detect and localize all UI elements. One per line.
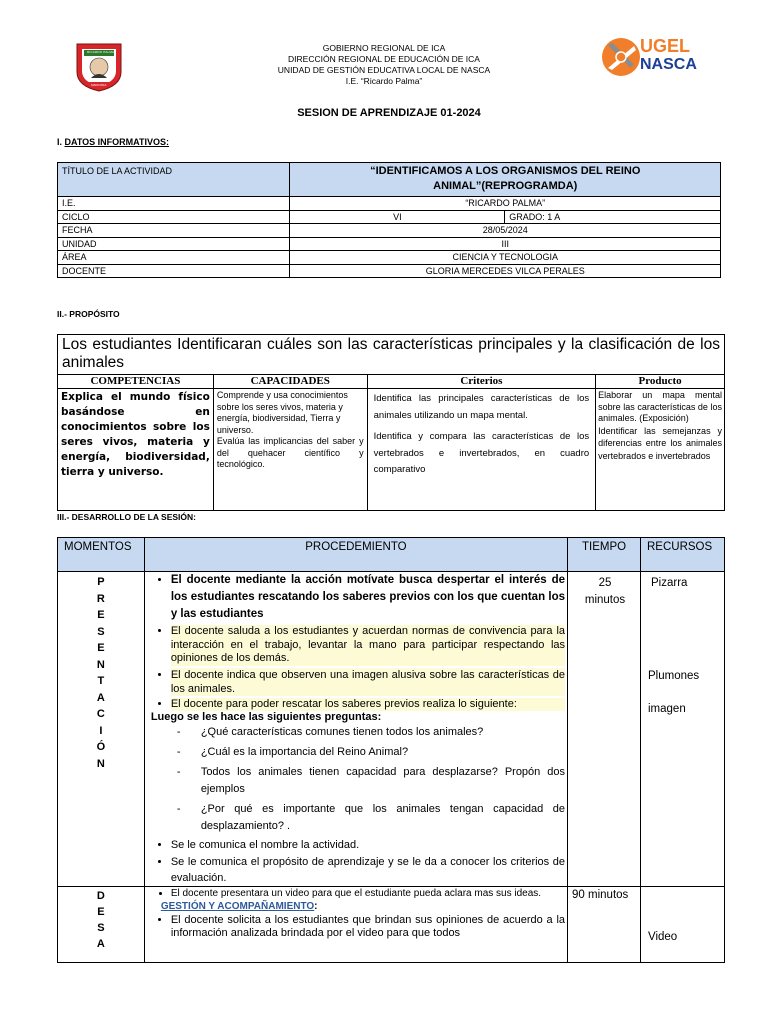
- header-tiempo: TIEMPO: [568, 538, 641, 572]
- pregunta: ¿Por qué es importante que los animales tengan capacidad de desplazamiento? .: [200, 802, 566, 832]
- header-momentos: MOMENTOS: [58, 538, 145, 572]
- header-line-4: I.E. “Ricardo Palma”: [345, 76, 423, 86]
- momento-letter: A: [96, 937, 105, 950]
- procedimiento-desarrollo: [144, 886, 567, 962]
- ie-value: “RICARDO PALMA”: [290, 197, 721, 211]
- recurso-video: Video: [648, 930, 678, 943]
- desarrollo-bullet: • El docente presentara un video para que el estudiante pueda aclara mas sus ideas.: [171, 887, 565, 900]
- criterio-1: Identifica las principales características de los animales utilizando un mapa mental.: [373, 393, 590, 421]
- recurso-pizarra: Pizarra: [651, 577, 688, 589]
- procedimiento-bullet: • El docente saluda a los estudiantes y acuerdan normas de convivencia para la interacción en el trabajo, levantar la mano para participar respectando las opiniones de los demás.: [171, 625, 565, 666]
- final-bullet: • Se le comunica el nombre la actividad.: [171, 837, 565, 854]
- pregunta: Todos los animales tienen capacidad para desplazarse? Propón dos ejemplos: [200, 765, 566, 795]
- recurso-imagen: imagen: [648, 703, 686, 715]
- section-1-number: I.: [57, 137, 65, 147]
- proposito-table: [57, 334, 725, 511]
- header-producto: Producto: [596, 375, 725, 389]
- procedimiento-bullet: • El docente para poder rescatar los saberes previos realiza lo siguiente:: [171, 698, 565, 711]
- momento-letter: T: [97, 675, 105, 687]
- producto-1: Elaborar un mapa mental sobre las características de los animales. (Exposición): [598, 390, 722, 423]
- momento-presentacion: [58, 572, 145, 887]
- ciclo-label: CICLO: [58, 210, 290, 224]
- procedimiento-presentacion: [144, 572, 567, 887]
- capacidades-cell: [213, 389, 367, 511]
- pregunta: ¿Cuál es la importancia del Reino Animal?: [200, 745, 409, 758]
- producto-cell: [596, 389, 725, 511]
- titulo-label: TÍTULO DE LA ACTIVIDAD: [58, 163, 290, 197]
- header-line-2: DIRECCIÓN REGIONAL DE EDUCACIÓN DE ICA: [288, 54, 480, 64]
- momento-letter: S: [97, 921, 105, 934]
- section-3-heading: III.- DESARROLLO DE LA SESIÓN:: [57, 512, 196, 522]
- momento-letter: Ó: [96, 741, 106, 753]
- section-2-heading: II.- PROPÓSITO: [57, 309, 120, 319]
- momento-letter: A: [96, 691, 105, 704]
- criterios-cell: [367, 389, 596, 511]
- ugel-logo-top: UGEL: [640, 36, 691, 56]
- momento-letter: E: [97, 609, 105, 621]
- competencia-text: Explica el mundo físico basándose en conocimientos sobre los seres vivos, materia y energía, biodiversidad, tierra y universo.: [58, 389, 214, 511]
- final-bullet: • Se le comunica el propósito de aprendizaje y se le da a conocer los criterios de evaluación.: [171, 854, 565, 886]
- ciclo-value: VI: [290, 210, 505, 224]
- preguntas-list: - ¿Qué características comunes tienen todos los animales? - ¿Cuál es la importancia del Reino Animal? - Todos los animales tienen capacidad para desplazarse? Propón dos ejemplos - ¿Por qué es importante que los animales tengan capacidad de desplazamiento? .: [149, 724, 565, 835]
- momento-letter: N: [96, 757, 105, 770]
- header-procedimiento: PROCEDEMIENTO: [144, 538, 567, 572]
- header-recursos: RECURSOS: [641, 538, 725, 572]
- header-lines: [0, 43, 768, 87]
- section-1-title: DATOS INFORMATIVOS:: [64, 137, 170, 147]
- momento-letter: C: [96, 708, 105, 720]
- area-value: CIENCIA Y TECNOLOGIA: [290, 251, 721, 265]
- momento-desarrollo: [58, 886, 145, 962]
- grado-value: GRADO: 1 A: [505, 210, 721, 224]
- ugel-logo-bottom: NASCA: [640, 56, 697, 73]
- header-line-3: UNIDAD DE GESTIÓN EDUCATIVA LOCAL DE NASCA: [277, 65, 491, 75]
- header-line-1: GOBIERNO REGIONAL DE ICA: [322, 43, 446, 53]
- momento-letter: E: [97, 642, 105, 654]
- unidad-label: UNIDAD: [58, 237, 290, 251]
- fecha-value: 28/05/2024: [290, 224, 721, 238]
- gestion-title: GESTIÓN Y ACOMPAÑAMIENTO: [160, 900, 315, 912]
- session-title: SESION DE APRENDIZAJE 01-2024: [297, 107, 481, 119]
- section-1-heading: [57, 137, 169, 147]
- docente-value: GLORIA MERCEDES VILCA PERALES: [290, 264, 721, 278]
- procedimiento-bullet: • El docente mediante la acción motívate busca despertar el interés de los estudiantes rescatando los saberes previos con los que cuentan los y las estudiantes: [171, 572, 565, 623]
- fecha-label: FECHA: [58, 224, 290, 238]
- criterio-2: Identifica y compara las características de los vertebrados e invertebrados, en cuadro comparativo: [373, 431, 590, 475]
- desarrollo-bullet: • El docente solicita a los estudiantes que brindan sus opiniones de acuerdo a la información analizada brindada por el video para que todos: [171, 914, 565, 941]
- momento-letter: I: [99, 724, 103, 737]
- docente-label: DOCENTE: [58, 264, 290, 278]
- momento-letter: N: [96, 658, 105, 671]
- capacidad-2: Evalúa las implicancias del saber y del quehacer científico y tecnológico.: [216, 436, 364, 469]
- gestion-colon: :: [314, 900, 318, 912]
- procedimiento-bullet: • El docente indica que observen una imagen alusiva sobre las características de los animales.: [171, 668, 565, 696]
- area-label: ÁREA: [58, 251, 290, 265]
- momento-letter: R: [96, 592, 105, 605]
- momento-letter: P: [97, 576, 105, 588]
- titulo-value: “IDENTIFICAMOS A LOS ORGANISMOS DEL REINO ANIMAL”(REPROGRAMDA): [290, 163, 721, 197]
- momento-letter: E: [97, 905, 105, 918]
- desarrollo-table: [57, 537, 725, 963]
- header-capacidades: CAPACIDADES: [213, 375, 367, 389]
- intro-preguntas: Luego se les hace las siguientes preguntas:: [150, 710, 382, 723]
- proposito-text: Los estudiantes Identificaran cuáles son las características principales y la clasificación de los animales: [58, 335, 725, 375]
- gestion-heading: [149, 900, 565, 914]
- pregunta: ¿Qué características comunes tienen todos los animales?: [200, 725, 484, 738]
- momento-letter: S: [97, 625, 105, 638]
- tiempo-presentacion: 25 minutos: [568, 572, 641, 887]
- recurso-plumones: Plumones: [648, 670, 700, 682]
- recursos-desarrollo: [641, 886, 725, 962]
- tiempo-desarrollo: 90 minutos: [568, 886, 641, 962]
- school-logo-text: RICARDO PALMA: [87, 50, 115, 54]
- school-logo-subtext: MARCONA: [91, 83, 107, 87]
- info-table: [57, 162, 721, 278]
- capacidad-1: Comprende y usa conocimientos sobre los seres vivos, materia y energía, biodiversidad, Tierra y universo.: [216, 390, 348, 435]
- momento-letter: D: [96, 889, 105, 902]
- ie-label: I.E.: [58, 197, 290, 211]
- unidad-value: III: [290, 237, 721, 251]
- header-competencias: COMPETENCIAS: [58, 375, 214, 389]
- header-criterios: Criterios: [367, 375, 596, 389]
- producto-2: Identificar las semejanzas y diferencias entre los animales vertebrados e invertebrados: [598, 425, 722, 461]
- recursos-presentacion: [641, 572, 725, 887]
